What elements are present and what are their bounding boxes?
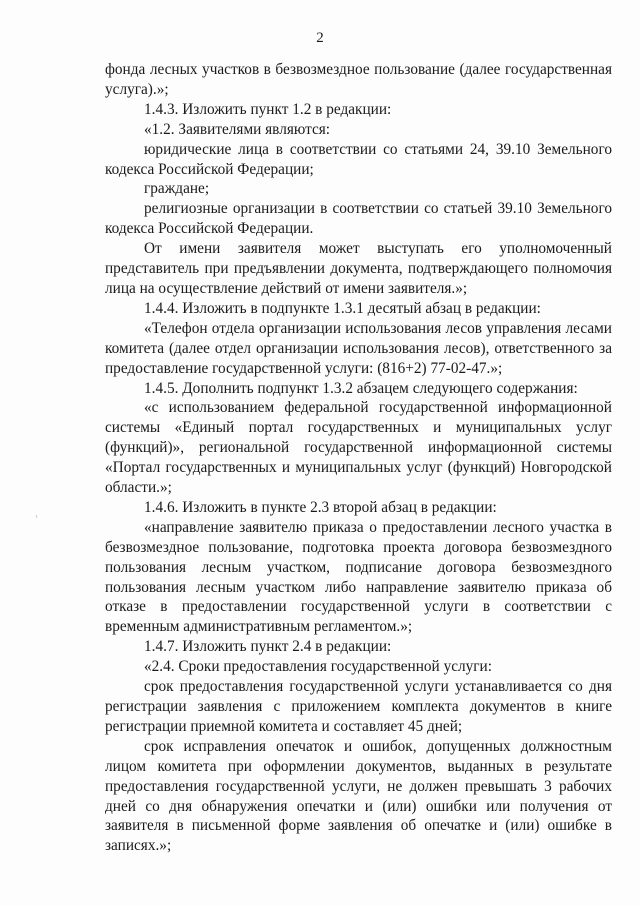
paragraph: «2.4. Сроки предоставления государственной услуги: <box>144 658 492 676</box>
paragraph: срок предоставления государственной услуги устанавливается со дня регистрации заявления с приложением комплекта документов в книге регистрации приемной комитета и составляет 45 дней; <box>105 678 612 735</box>
paragraph: фонда лесных участков в безвозмездное пользование (далее государственная услуга).»; <box>105 61 612 98</box>
paragraph: 1.4.6. Изложить в пункте 2.3 второй абзац в редакции: <box>144 498 497 516</box>
paragraph: «1.2. Заявителями являются: <box>144 120 331 138</box>
paragraph: «с использованием федеральной государственной информационной системы «Единый портал государственных и муниципальных услуг (функций)», региональной государственной информационной системы «Портал государственных и муниципальных услуг (функций) Новгородской области.»; <box>105 399 612 497</box>
paragraph: юридические лица в соответствии со статьями 24, 39.10 Земельного кодекса Российской Федерации; <box>105 140 612 178</box>
paragraph: «направление заявителю приказа о предоставлении лесного участка в безвозмездное пользование, подготовка проекта договора безвозмездного пользования лесным участком, подписание договора безвозмездного пользования лесным участком либо направление заявителю приказа об отказе в предоставлении государственной услуги в соответствии с временным административным регламентом.»; <box>105 518 612 636</box>
paragraph: 1.4.4. Изложить в подпункте 1.3.1 десятый абзац в редакции: <box>144 299 541 317</box>
paragraph: От имени заявителя может выступать его уполномоченный представитель при предъявлении документа, подтверждающего полномочия лица на осуществление действий от имени заявителя.»; <box>105 240 612 297</box>
paragraph: 1.4.3. Изложить пункт 1.2 в редакции: <box>144 100 392 118</box>
paragraph: граждане; <box>144 180 210 198</box>
paragraph: 1.4.7. Изложить пункт 2.4 в редакции: <box>144 638 392 656</box>
paragraph: «Телефон отдела организации использования лесов управления лесами комитета (далее отдел организации использования лесов), ответственного за предоставление государственной услуги: (816+2) 77-02-47.»; <box>105 319 612 377</box>
page-number: 2 <box>316 30 324 46</box>
document-body <box>105 60 612 856</box>
paragraph: срок исправления опечаток и ошибок, допущенных должностным лицом комитета при оформлении документов, выданных в результате предоставления государственной услуги, не должен превышать 3 рабочих дней со дня обнаружения опечатки и (или) ошибки или получения от заявителя в письменной форме заявления об опечатке и (или) ошибке в записях.»; <box>105 737 612 855</box>
scan-artifact <box>36 515 37 518</box>
paragraph: религиозные организации в соответствии со статьей 39.10 Земельного кодекса Российской Федерации. <box>105 200 612 238</box>
paragraph: 1.4.5. Дополнить подпункт 1.3.2 абзацем следующего содержания: <box>144 379 578 397</box>
